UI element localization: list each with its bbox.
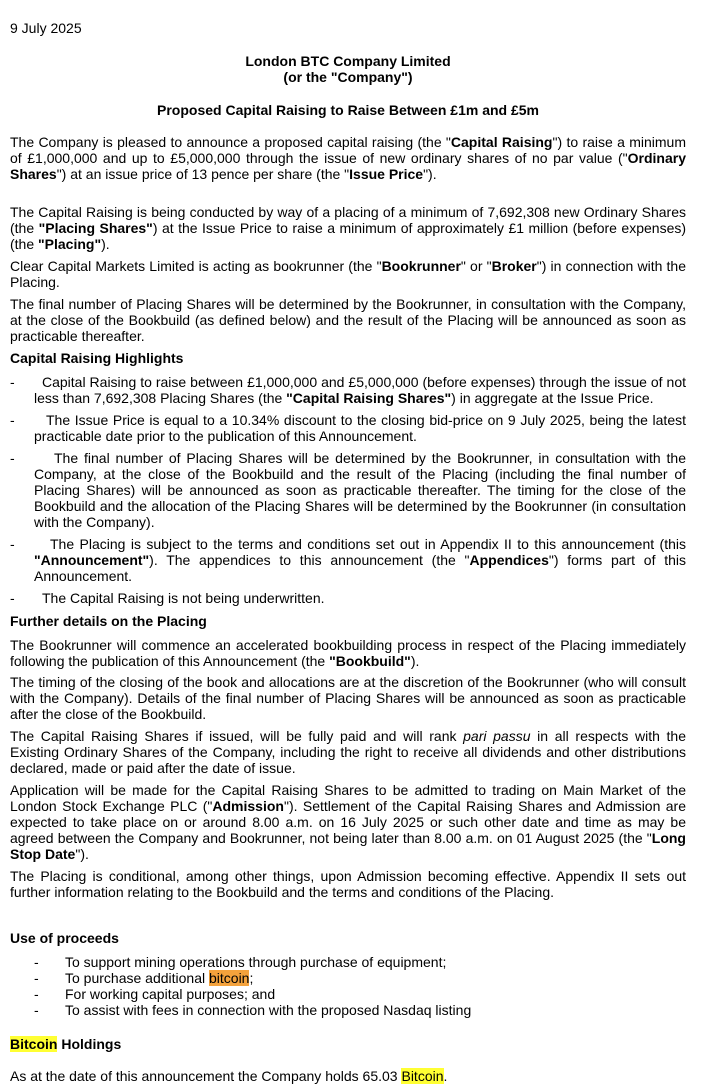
section-heading-use-of-proceeds: Use of proceeds xyxy=(10,930,119,946)
holdings-paragraph: As at the date of this announcement the Company holds 65.03 Bitcoin. xyxy=(10,1068,448,1084)
bitcoin-highlight: Bitcoin xyxy=(401,1068,444,1084)
proceeds-item: To purchase additional bitcoin; xyxy=(65,970,254,986)
proceeds-item: To support mining operations through purchase of equipment; xyxy=(65,954,447,970)
highlight-item: The Placing is subject to the terms and conditions set out in Appendix II to this announcement (this "Announcement"). The appendices to this announcement (the "Appendices") forms part of this Announcement. xyxy=(34,536,686,584)
proceeds-item: To assist with fees in connection with the proposed Nasdaq listing xyxy=(65,1002,472,1018)
admission-paragraph: Application will be made for the Capital Raising Shares to be admitted to trading on Main Market of the London Stock Exchange PLC ("Admission"). Settlement of the Capital Raising Shares and Admission are expected to take place on or around 8.00 a.m. on 16 July 2025 or such other date and time as may be agreed between the Company and Bookrunner, not being later than 8.00 a.m. on 01 August 2025 (the "Long Stop Date"). xyxy=(10,782,686,862)
highlight-item: The Issue Price is equal to a 10.34% discount to the closing bid-price on 9 July 2025, being the latest practicable date prior to the publication of this Announcement. xyxy=(34,412,686,444)
proceeds-item: For working capital purposes; and xyxy=(65,986,276,1002)
bullet-dash: - xyxy=(34,954,39,970)
pari-passu-paragraph: The Capital Raising Shares if issued, will be fully paid and will rank pari passu in all respects with the Existing Ordinary Shares of the Company, including the right to receive all dividends and other distributions declared, made or paid after the date of issue. xyxy=(10,728,687,776)
placing-paragraph: The Capital Raising is being conducted by way of a placing of a minimum of 7,692,308 new Ordinary Shares (the "Placing Shares") at the Issue Price to raise a minimum of approximately £1 million (before expenses) (the "Placing"). xyxy=(10,204,687,252)
bookbuild-paragraph: The Bookrunner will commence an accelerated bookbuilding process in respect of the Placing immediately following the publication of this Announcement (the "Bookbuild"). xyxy=(10,637,686,669)
announcement-date: 9 July 2025 xyxy=(10,20,82,36)
bullet-dash: - xyxy=(10,590,15,606)
conditional-paragraph: The Placing is conditional, among other things, upon Admission becoming effective. Appendix II sets out further information relating to the Bookbuild and the terms and conditions of the Placing. xyxy=(10,868,686,900)
intro-paragraph: The Company is pleased to announce a proposed capital raising (the "Capital Raising") to raise a minimum of £1,000,000 and up to £5,000,000 through the issue of new ordinary shares of no par value ("Ordinary Shares") at an issue price of 13 pence per share (the "Issue Price"). xyxy=(10,134,686,182)
bullet-dash: - xyxy=(34,970,39,986)
bullet-dash: - xyxy=(10,450,15,466)
section-heading-placing-details: Further details on the Placing xyxy=(10,613,207,629)
highlight-item: Capital Raising to raise between £1,000,000 and £5,000,000 (before expenses) through the issue of not less than 7,692,308 Placing Shares (the "Capital Raising Shares") in aggregate at the Issue Price. xyxy=(34,374,686,406)
highlight-item: The final number of Placing Shares will be determined by the Bookrunner, in consultation with the Company, at the close of the Bookbuild and the result of the Placing (including the final number of Placing Shares) will be announced as soon as practicable thereafter. The timing for the close of the Bookbuild and the allocation of the Placing Shares will be determined by the Bookrunner (in consultation with the Company). xyxy=(34,450,686,530)
timing-paragraph: The timing of the closing of the book and allocations are at the discretion of the Bookrunner (who will consult with the Company). Details of the final number of Placing Shares will be announced as soon as practicable after the close of the Bookbuild. xyxy=(10,674,686,722)
bullet-dash: - xyxy=(34,986,39,1002)
headline: Proposed Capital Raising to Raise Between £1m and £5m xyxy=(157,102,539,118)
bullet-dash: - xyxy=(34,1002,39,1018)
section-heading-bitcoin-holdings: Bitcoin Holdings xyxy=(10,1036,122,1052)
bitcoin-highlight: Bitcoin xyxy=(10,1036,58,1052)
bitcoin-highlight: bitcoin xyxy=(209,970,250,986)
final-number-paragraph: The final number of Placing Shares will be determined by the Bookrunner, in consultation with the Company, at the close of the Bookbuild (as defined below) and the result of the Placing will be announced as soon as practicable thereafter. xyxy=(10,296,686,344)
bullet-dash: - xyxy=(10,374,15,390)
section-heading-highlights: Capital Raising Highlights xyxy=(10,350,184,366)
highlight-item: The Capital Raising is not being underwritten. xyxy=(42,590,325,606)
bullet-dash: - xyxy=(10,412,15,428)
bookrunner-paragraph: Clear Capital Markets Limited is acting as bookrunner (the "Bookrunner" or "Broker") in connection with the Placing. xyxy=(10,258,687,290)
bullet-dash: - xyxy=(10,536,15,552)
company-alias: (or the "Company") xyxy=(283,69,413,85)
company-name: London BTC Company Limited xyxy=(245,53,451,69)
